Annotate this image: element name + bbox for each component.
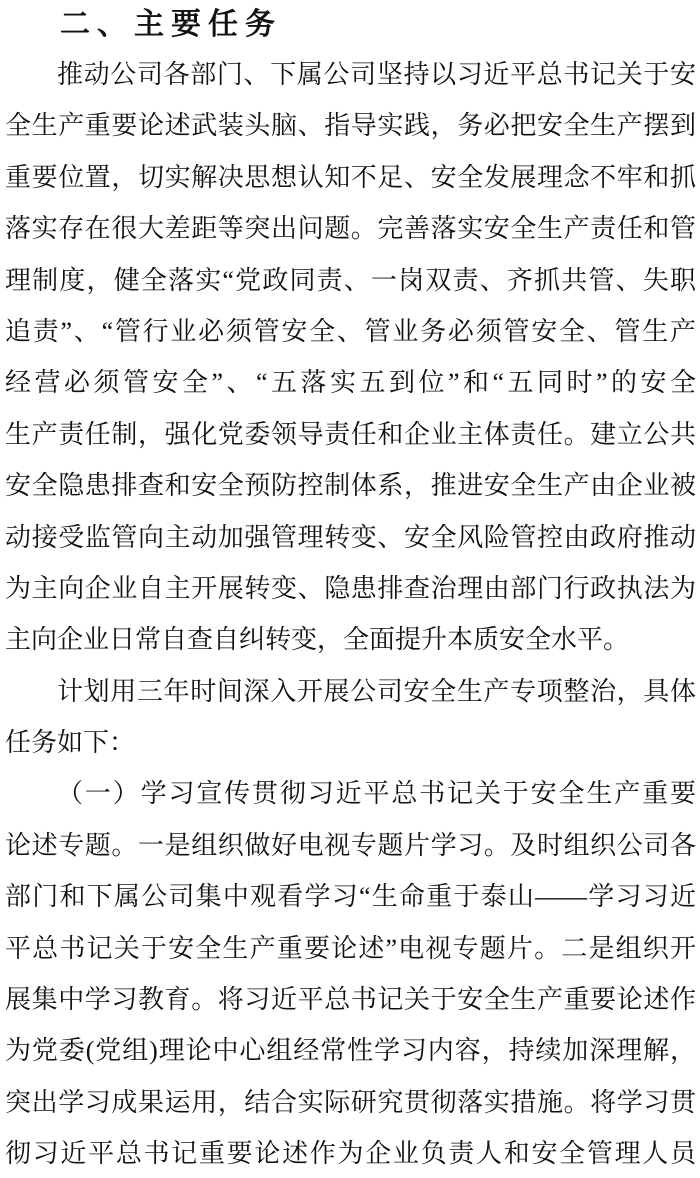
text-line: 主向企业日常自查自纠转变，全面提升本质安全水平。 <box>5 625 630 655</box>
text-line: 动接受监管向主动加强管理转变、安全风险管控由政府推动 <box>5 522 696 552</box>
text-line: 追责”、“管行业必须管安全、管业务必须管安全、管生产 <box>5 316 696 346</box>
text-line: 经营必须管安全”、“五落实五到位”和“五同时”的安全 <box>5 368 696 398</box>
text-line: 突出学习成果运用，结合实际研究贯彻落实措施。将学习贯 <box>5 1087 696 1117</box>
paragraph <box>5 666 696 769</box>
text-line: 推动公司各部门、下属公司坚持以习近平总书记关于安 <box>57 60 696 89</box>
text-line: 安全隐患排查和安全预防控制体系，推进安全生产由企业被 <box>5 471 696 501</box>
paragraph <box>5 768 696 1178</box>
text-line: 重要位置，切实解决思想认知不足、安全发展理念不牢和抓 <box>5 162 696 192</box>
text-line: 部门和下属公司集中观看学习“生命重于泰山——学习习近 <box>5 882 696 912</box>
text-line: 理制度，健全落实“党政同责、一岗双责、齐抓共管、失职 <box>5 265 696 295</box>
text-line: 平总书记关于安全生产重要论述”电视专题片。二是组织开 <box>5 933 696 963</box>
text-line: （一）学习宣传贯彻习近平总书记关于安全生产重要 <box>57 779 696 809</box>
text-line: 论述专题。一是组织做好电视专题片学习。及时组织公司各 <box>5 830 696 860</box>
section-heading: 二、主要任务 <box>60 8 282 41</box>
text-line: 落实存在很大差距等突出问题。完善落实安全生产责任和管 <box>5 214 696 244</box>
text-line: 计划用三年时间深入开展公司安全生产专项整治，具体 <box>57 676 696 706</box>
text-line: 为主向企业自主开展转变、隐患排查治理由部门行政执法为 <box>5 573 696 603</box>
text-line: 全生产重要论述武装头脑、指导实践，务必把安全生产摆到 <box>5 111 696 141</box>
text-line: 生产责任制，强化党委领导责任和企业主体责任。建立公共 <box>5 419 696 449</box>
paragraph <box>5 49 696 666</box>
document-body <box>5 49 696 1178</box>
text-line: 任务如下： <box>5 728 136 758</box>
text-line: 彻习近平总书记重要论述作为企业负责人和安全管理人员 <box>5 1139 696 1169</box>
text-line: 展集中学习教育。将习近平总书记关于安全生产重要论述作 <box>5 985 696 1015</box>
text-line: 为党委(党组)理论中心组经常性学习内容，持续加深理解， <box>5 1036 696 1066</box>
